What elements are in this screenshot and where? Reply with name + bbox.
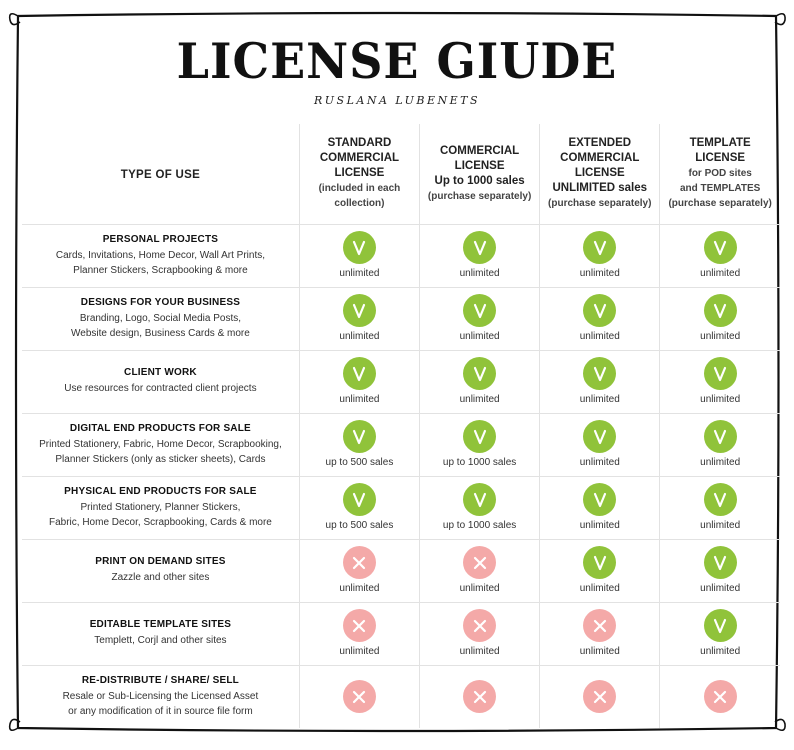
license-cell xyxy=(540,476,660,539)
license-name: COMMERCIAL xyxy=(319,152,400,165)
check-icon xyxy=(343,483,376,516)
license-cell xyxy=(299,287,419,350)
license-name: EXTENDED xyxy=(568,137,632,150)
license-name: LICENSE xyxy=(574,167,625,180)
check-icon xyxy=(704,546,737,579)
license-name: LICENSE xyxy=(695,152,746,165)
usage-limit: unlimited xyxy=(459,394,500,405)
license-cell xyxy=(299,665,419,728)
page-title: LICENSE GIUDE xyxy=(176,32,618,90)
usage-limit: up to 1000 sales xyxy=(442,457,517,468)
license-cell xyxy=(540,350,660,413)
usage-limit: unlimited xyxy=(700,457,741,468)
check-icon xyxy=(343,231,376,264)
usage-limit: unlimited xyxy=(339,583,380,594)
check-icon xyxy=(583,294,616,327)
table-row xyxy=(22,287,780,350)
check-icon xyxy=(463,231,496,264)
license-cell xyxy=(420,350,540,413)
license-note: and TEMPLATES xyxy=(679,183,761,195)
check-icon xyxy=(463,483,496,516)
table-row xyxy=(22,539,780,602)
usage-limit: unlimited xyxy=(700,583,741,594)
license-name: COMMERCIAL xyxy=(439,144,520,157)
table-row xyxy=(22,413,780,476)
usage-limit: unlimited xyxy=(579,268,620,279)
usage-limit: up to 500 sales xyxy=(325,520,394,531)
use-title: DIGITAL END PRODUCTS FOR SALE xyxy=(69,422,251,434)
license-cell xyxy=(540,287,660,350)
cross-icon xyxy=(343,546,376,579)
check-icon xyxy=(583,231,616,264)
license-cell xyxy=(660,413,780,476)
check-icon xyxy=(704,294,737,327)
usage-limit: unlimited xyxy=(339,268,380,279)
usage-limit: unlimited xyxy=(579,583,620,594)
check-icon xyxy=(704,483,737,516)
license-cell xyxy=(420,224,540,287)
license-cell xyxy=(299,413,419,476)
license-header-standard xyxy=(299,124,419,224)
check-icon xyxy=(463,420,496,453)
use-title: PERSONAL PROJECTS xyxy=(102,233,219,245)
usage-limit: unlimited xyxy=(700,331,741,342)
check-icon xyxy=(704,609,737,642)
use-description: Templett, Corjl and other sites xyxy=(94,635,227,646)
use-description: Printed Stationery, Fabric, Home Decor, Scrapbooking, xyxy=(39,438,282,450)
license-cell xyxy=(540,602,660,665)
license-cell xyxy=(660,224,780,287)
usage-limit: unlimited xyxy=(339,646,380,657)
license-name: STANDARD xyxy=(327,137,392,150)
license-note: (included in each xyxy=(318,183,401,195)
use-description: Cards, Invitations, Home Decor, Wall Art Prints, xyxy=(55,249,265,261)
check-icon xyxy=(583,357,616,390)
use-title: RE-DISTRIBUTE / SHARE/ SELL xyxy=(81,674,239,686)
check-icon xyxy=(343,294,376,327)
check-icon xyxy=(583,483,616,516)
license-note: (purchase separately) xyxy=(548,198,652,210)
type-of-use-header xyxy=(22,124,299,224)
license-note: (purchase separately) xyxy=(427,190,532,202)
license-cell xyxy=(420,602,540,665)
use-description: Zazzle and other sites xyxy=(111,572,210,583)
license-cell xyxy=(420,287,540,350)
usage-limit: unlimited xyxy=(459,268,500,279)
license-cell xyxy=(540,224,660,287)
table-row xyxy=(22,350,780,413)
usage-limit: unlimited xyxy=(339,394,380,405)
license-cell xyxy=(660,602,780,665)
check-icon xyxy=(463,357,496,390)
check-icon xyxy=(704,231,737,264)
license-limit: UNLIMITED sales xyxy=(552,182,648,195)
license-name: LICENSE xyxy=(334,167,385,180)
usage-limit: unlimited xyxy=(579,646,620,657)
license-note: collection) xyxy=(334,198,385,210)
license-limit: Up to 1000 sales xyxy=(434,174,525,187)
type-of-use-label: TYPE OF USE xyxy=(120,168,201,181)
usage-limit: up to 1000 sales xyxy=(442,520,517,531)
use-cell xyxy=(22,476,299,539)
usage-limit: unlimited xyxy=(579,394,620,405)
use-title: CLIENT WORK xyxy=(124,367,197,378)
license-name: LICENSE xyxy=(454,159,505,172)
check-icon xyxy=(704,357,737,390)
use-title: EDITABLE TEMPLATE SITES xyxy=(89,619,232,630)
table-row xyxy=(22,476,780,539)
use-description: Use resources for contracted client projects xyxy=(64,383,257,394)
license-cell xyxy=(420,539,540,602)
check-icon xyxy=(343,420,376,453)
usage-limit: unlimited xyxy=(339,331,380,342)
cross-icon xyxy=(463,546,496,579)
use-description: or any modification of it in source file form xyxy=(68,705,253,717)
license-name: COMMERCIAL xyxy=(560,152,640,165)
license-cell xyxy=(540,665,660,728)
license-cell xyxy=(660,350,780,413)
license-header-template xyxy=(660,124,780,224)
use-description: Resale or Sub-Licensing the Licensed Asset xyxy=(62,690,259,702)
license-cell xyxy=(540,539,660,602)
check-icon xyxy=(343,357,376,390)
use-description: Printed Stationery, Planner Stickers, xyxy=(80,501,241,513)
use-title: PRINT ON DEMAND SITES xyxy=(95,556,226,567)
header-row xyxy=(22,124,780,224)
license-cell xyxy=(299,602,419,665)
usage-limit: unlimited xyxy=(700,646,741,657)
license-header-extended xyxy=(540,124,660,224)
use-description: Fabric, Home Decor, Scrapbooking, Cards & more xyxy=(48,516,272,528)
usage-limit: up to 500 sales xyxy=(325,457,394,468)
license-cell xyxy=(660,665,780,728)
use-description: Website design, Business Cards & more xyxy=(71,327,250,339)
usage-limit: unlimited xyxy=(700,394,741,405)
cross-icon xyxy=(343,680,376,713)
use-cell xyxy=(22,539,299,602)
license-cell xyxy=(299,539,419,602)
license-cell xyxy=(540,413,660,476)
author-name: RUSLANA LUBENETS xyxy=(313,94,481,107)
usage-limit: unlimited xyxy=(700,268,741,279)
check-icon xyxy=(583,546,616,579)
license-name: TEMPLATE xyxy=(689,137,751,150)
use-title: PHYSICAL END PRODUCTS FOR SALE xyxy=(64,485,257,497)
cross-icon xyxy=(583,609,616,642)
license-header-commercial xyxy=(420,124,540,224)
license-cell xyxy=(420,476,540,539)
cross-icon xyxy=(343,609,376,642)
use-cell xyxy=(22,602,299,665)
usage-limit: unlimited xyxy=(579,457,620,468)
license-cell xyxy=(420,665,540,728)
license-cell xyxy=(660,539,780,602)
use-description: Planner Stickers, Scrapbooking & more xyxy=(73,264,248,276)
check-icon xyxy=(583,420,616,453)
check-icon xyxy=(463,294,496,327)
license-cell xyxy=(299,476,419,539)
use-cell xyxy=(22,665,299,728)
cross-icon xyxy=(463,680,496,713)
license-cell xyxy=(299,224,419,287)
use-description: Branding, Logo, Social Media Posts, xyxy=(79,312,242,324)
usage-limit: unlimited xyxy=(459,646,500,657)
use-cell xyxy=(22,350,299,413)
license-note: for POD sites xyxy=(688,168,752,180)
usage-limit: unlimited xyxy=(700,520,741,531)
cross-icon xyxy=(583,680,616,713)
use-title: DESIGNS FOR YOUR BUSINESS xyxy=(80,296,241,308)
cross-icon xyxy=(463,609,496,642)
license-cell xyxy=(299,350,419,413)
table-row xyxy=(22,224,780,287)
table-row xyxy=(22,665,780,728)
license-cell xyxy=(420,413,540,476)
usage-limit: unlimited xyxy=(579,331,620,342)
license-cell xyxy=(660,476,780,539)
use-cell xyxy=(22,287,299,350)
usage-limit: unlimited xyxy=(579,520,620,531)
use-description: Planner Stickers (only as sticker sheets), Cards xyxy=(55,453,266,465)
table-row xyxy=(22,602,780,665)
use-cell xyxy=(22,413,299,476)
usage-limit: unlimited xyxy=(459,331,500,342)
license-note: (purchase separately) xyxy=(668,198,772,210)
cross-icon xyxy=(704,680,737,713)
license-table xyxy=(22,124,780,728)
use-cell xyxy=(22,224,299,287)
license-cell xyxy=(660,287,780,350)
check-icon xyxy=(704,420,737,453)
usage-limit: unlimited xyxy=(459,583,500,594)
